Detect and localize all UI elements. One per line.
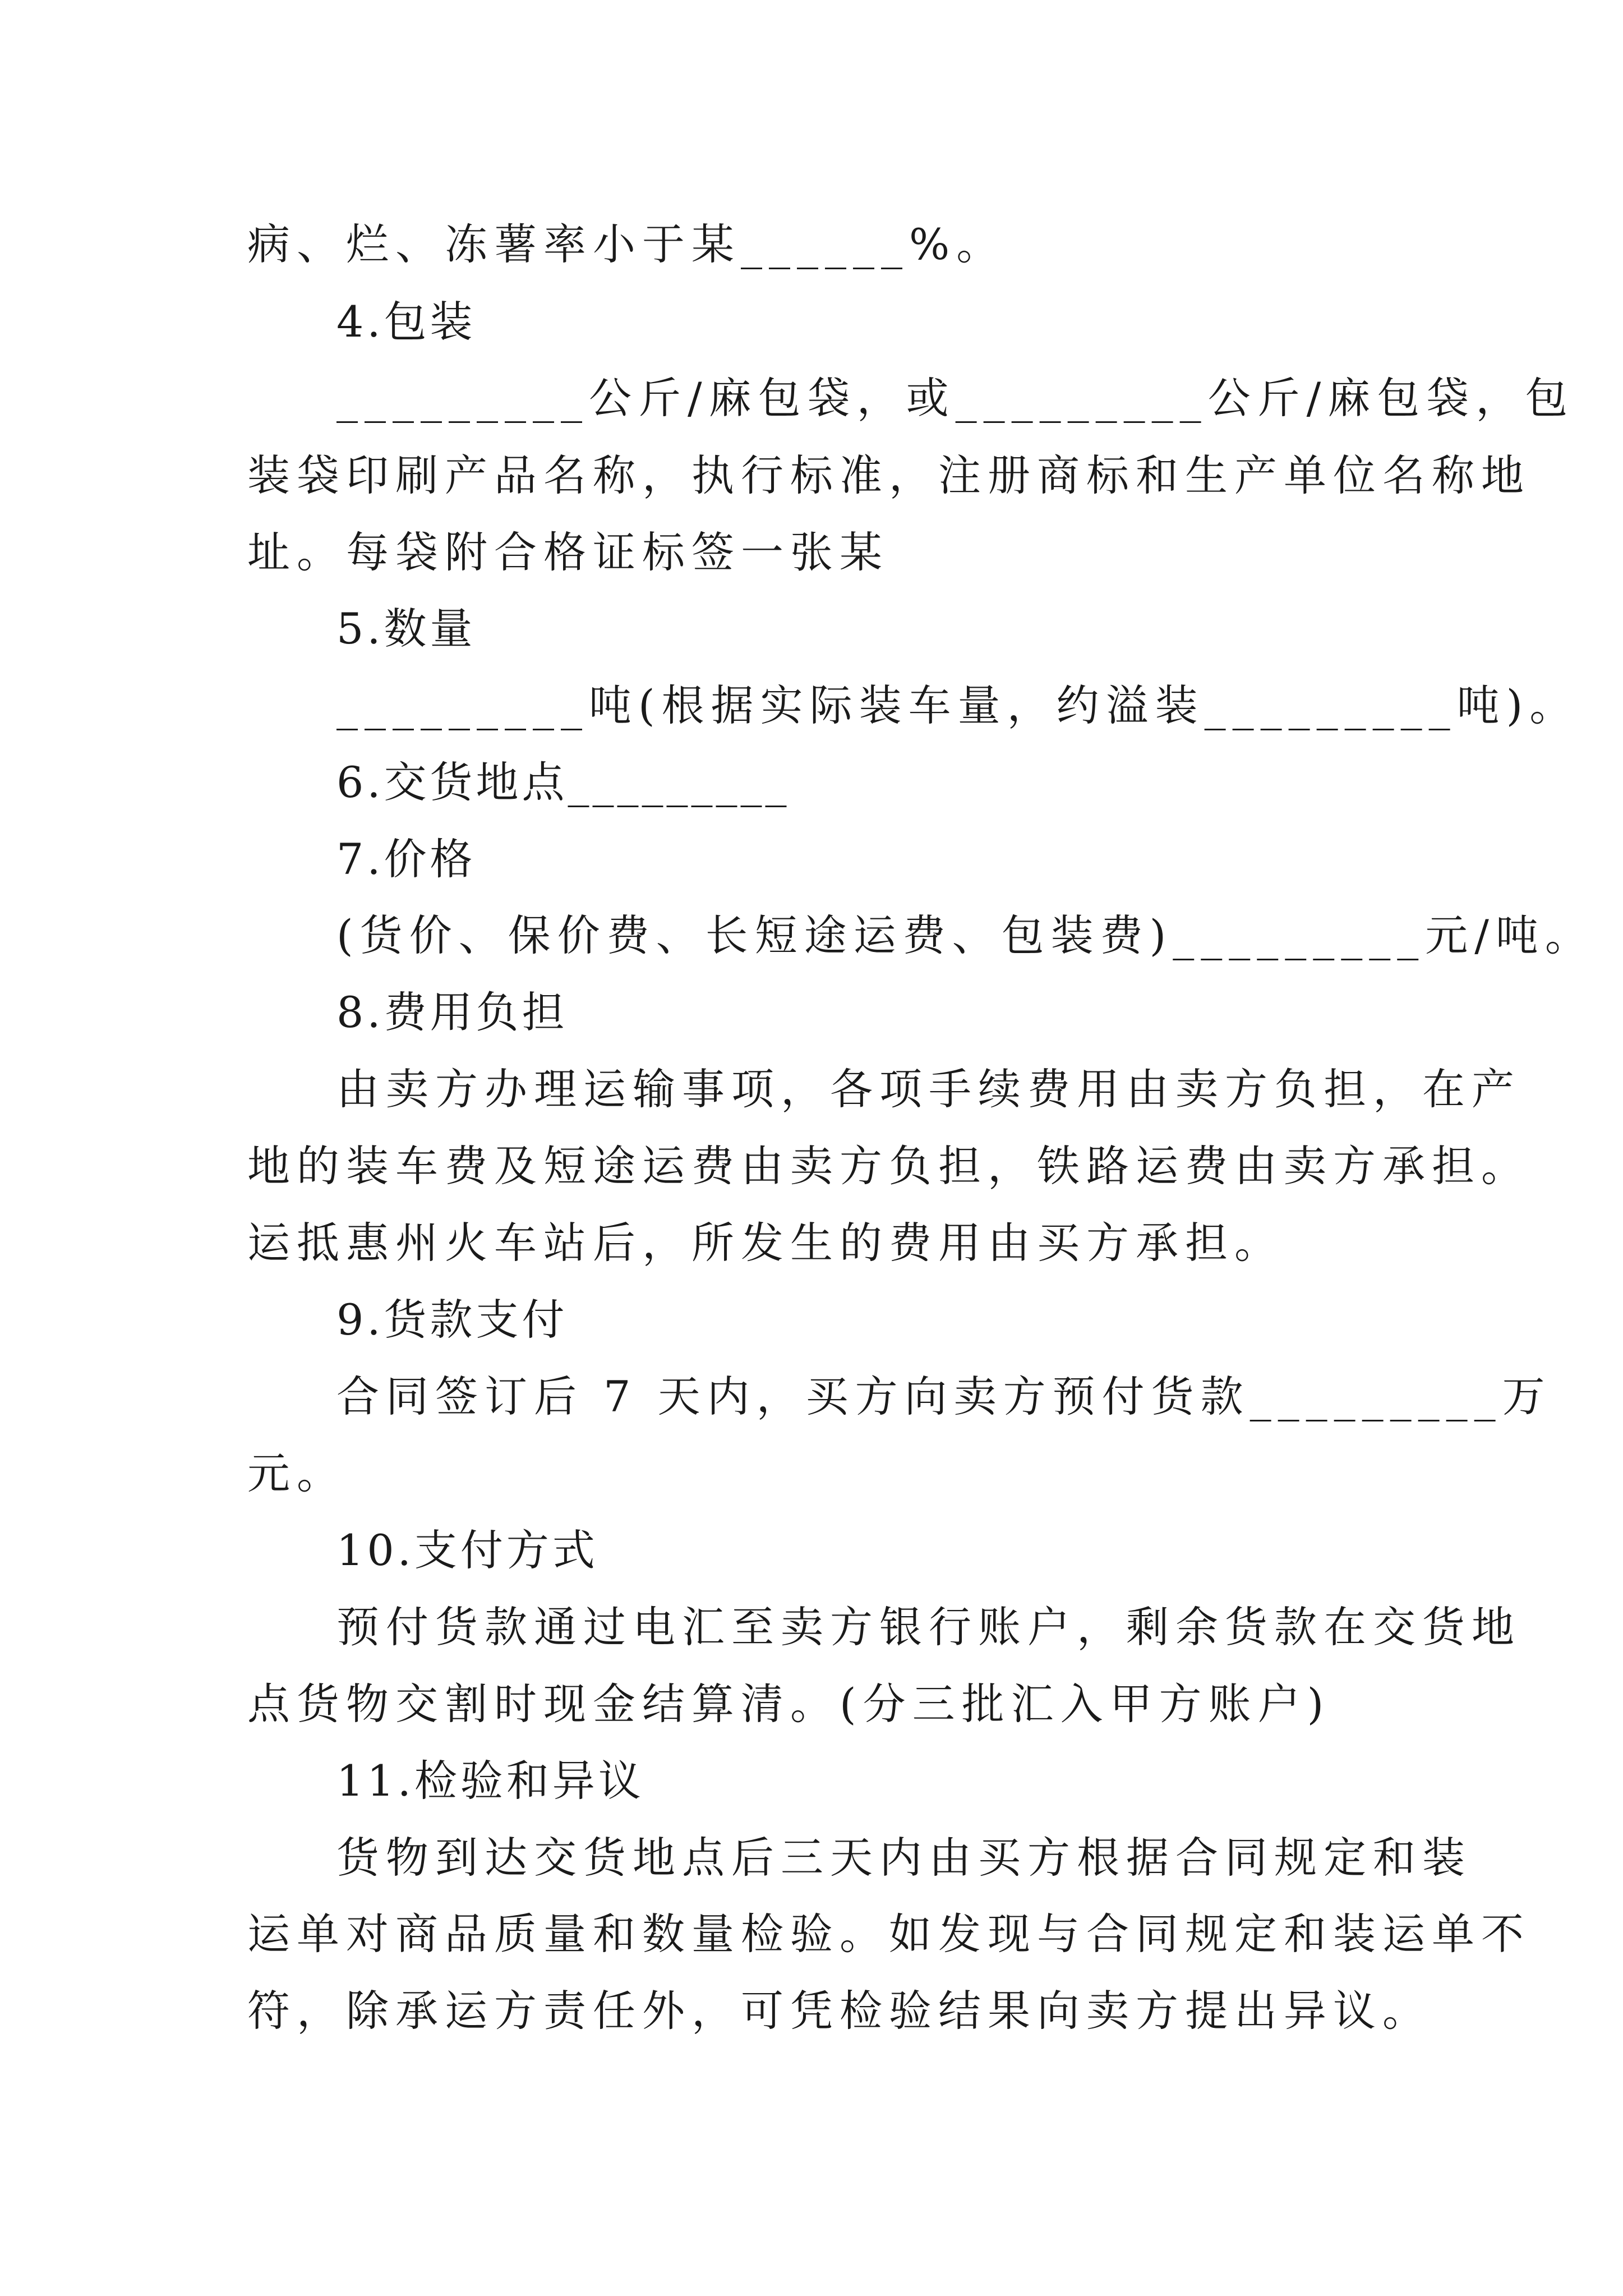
- paragraph-line: (货价、保价费、长短途运费、包装费)_________元/吨。: [336, 910, 1594, 960]
- section-heading-inspection: 11.检验和异议: [336, 1756, 644, 1806]
- paragraph-line: 元。: [247, 1448, 346, 1498]
- paragraph-line: 地的装车费及短途运费由卖方负担，铁路运费由卖方承担。: [247, 1141, 1530, 1191]
- paragraph-line: _________公斤/麻包袋，或_________公斤/麻包袋，包: [336, 373, 1575, 423]
- section-heading-delivery-location: 6.交货地点_________: [336, 757, 790, 807]
- paragraph-line: 运单对商品质量和数量检验。如发现与合同规定和装运单不: [247, 1909, 1530, 1959]
- paragraph-line: 由卖方办理运输事项，各项手续费用由卖方负担，在产: [336, 1064, 1521, 1114]
- paragraph-line: 址。每袋附合格证标签一张某: [247, 527, 889, 577]
- section-heading-price: 7.价格: [336, 834, 476, 884]
- paragraph-line: 符，除承运方责任外，可凭检验结果向卖方提出异议。: [247, 1986, 1432, 2036]
- section-heading-packaging: 4.包装: [336, 297, 476, 347]
- paragraph-line: 运抵惠州火车站后，所发生的费用由买方承担。: [247, 1218, 1284, 1268]
- paragraph-line: 合同签订后 7 天内，买方向卖方预付货款_________万: [336, 1372, 1552, 1421]
- section-heading-cost-bearing: 8.费用负担: [336, 987, 568, 1037]
- paragraph-line: 装袋印刷产品名称，执行标准，注册商标和生产单位名称地: [247, 450, 1530, 500]
- section-heading-payment-method: 10.支付方式: [336, 1525, 598, 1575]
- paragraph-line: 病、烂、冻薯率小于某______%。: [247, 219, 1006, 269]
- paragraph-line: _________吨(根据实际装车量，约溢装_________吨)。: [336, 680, 1579, 730]
- paragraph-line: 点货物交割时现金结算清。(分三批汇入甲方账户): [247, 1679, 1331, 1729]
- section-heading-payment: 9.货款支付: [336, 1295, 568, 1345]
- paragraph-line: 预付货款通过电汇至卖方银行账户，剩余货款在交货地: [336, 1602, 1521, 1652]
- section-heading-quantity: 5.数量: [336, 604, 476, 654]
- paragraph-line: 货物到达交货地点后三天内由买方根据合同规定和装: [336, 1833, 1472, 1883]
